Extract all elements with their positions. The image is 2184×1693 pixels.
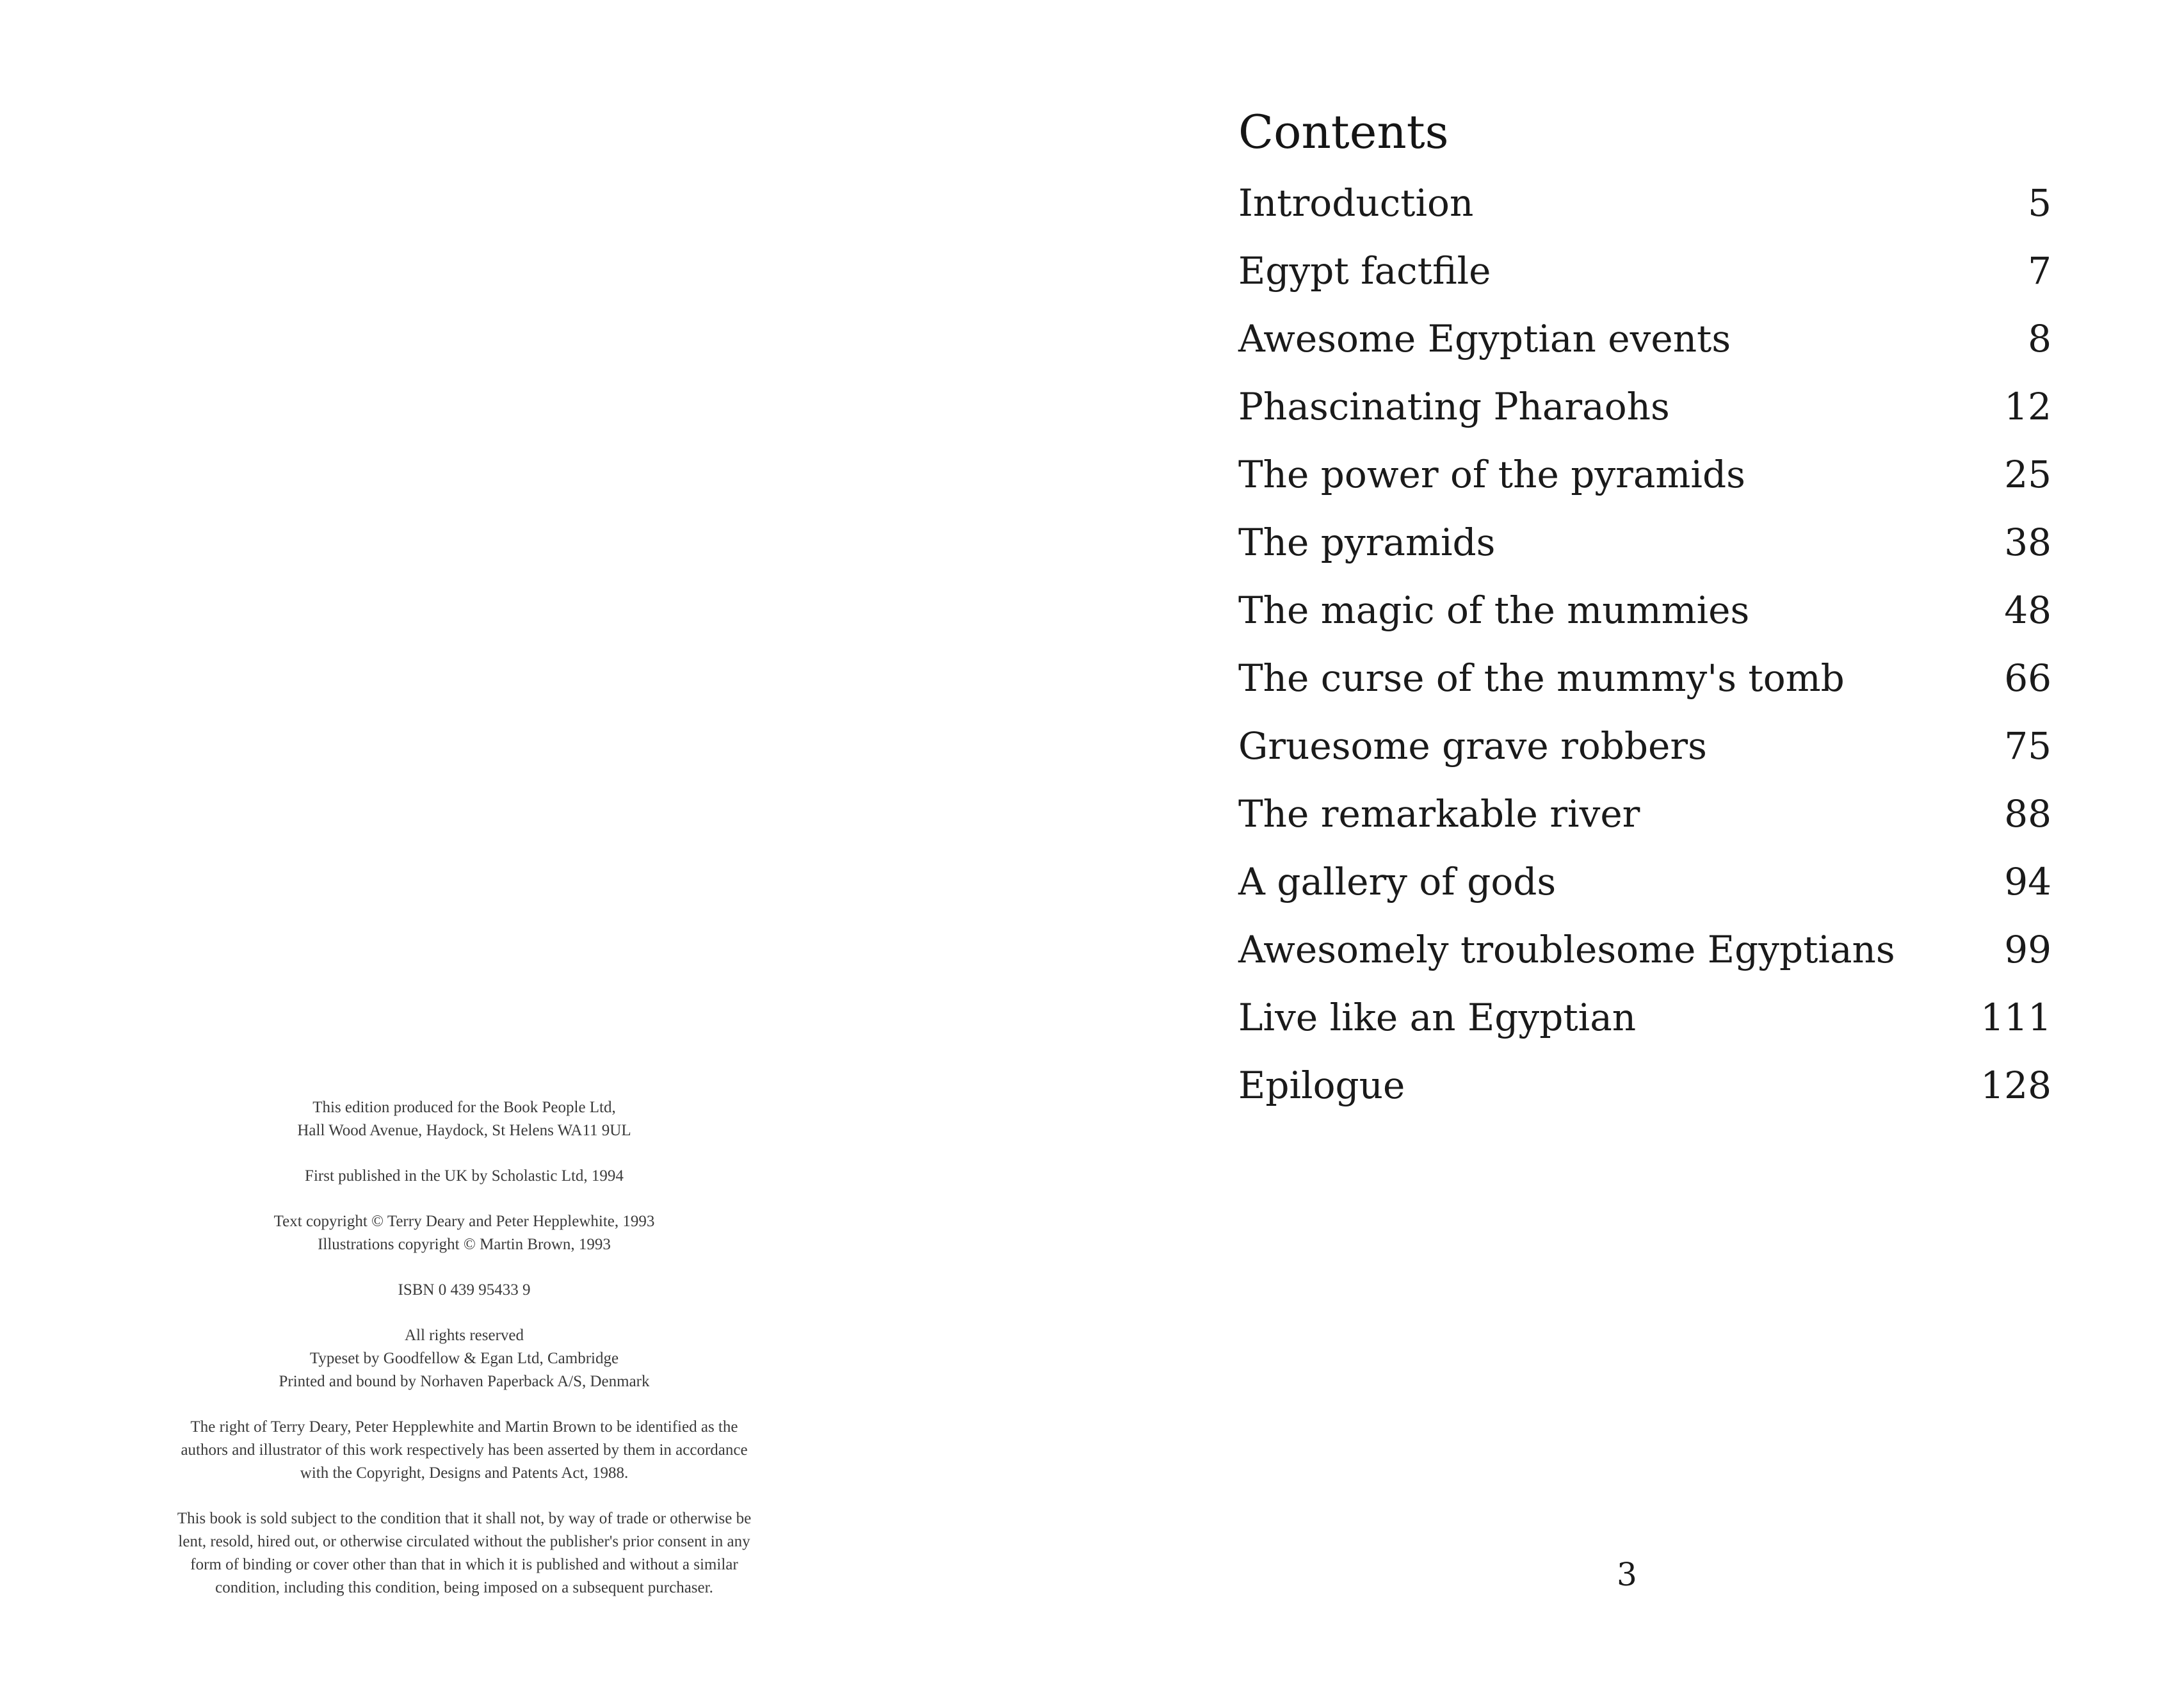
imprint-line: lent, resold, hired out, or otherwise circulated without the publisher's prior consent in any: [178, 1533, 750, 1550]
toc-item-page: 94: [2004, 860, 2051, 903]
imprint-line: with the Copyright, Designs and Patents Act, 1988.: [300, 1464, 629, 1482]
imprint-moral-rights: [128, 1416, 800, 1485]
imprint-line: First published in the UK by Scholastic Ltd, 1994: [305, 1167, 624, 1185]
imprint-line: Illustrations copyright © Martin Brown, 1993: [318, 1236, 611, 1253]
imprint-first-published: [128, 1165, 800, 1188]
toc-item-title: Epilogue: [1238, 1064, 1405, 1107]
imprint-conditions: [128, 1507, 800, 1600]
imprint-line: condition, including this condition, being imposed on a subsequent purchaser.: [215, 1579, 713, 1596]
contents-title: Contents: [1238, 105, 1449, 159]
toc-item-page: 75: [2004, 724, 2051, 768]
toc-item[interactable]: [1238, 1051, 2051, 1119]
toc-item[interactable]: [1238, 916, 2051, 984]
toc-item-page: 25: [2004, 453, 2051, 496]
imprint-line: form of binding or cover other than that in which it is published and without a similar: [190, 1556, 738, 1573]
toc-item-title: A gallery of gods: [1238, 860, 1557, 903]
toc-item[interactable]: [1238, 508, 2051, 576]
imprint-rights: [128, 1324, 800, 1393]
imprint-line: This book is sold subject to the condition that it shall not, by way of trade or otherwise be: [177, 1510, 752, 1527]
imprint-line: Hall Wood Avenue, Haydock, St Helens WA11 9UL: [297, 1122, 631, 1139]
toc-item-title: The magic of the mummies: [1238, 588, 1750, 632]
imprint-line: The right of Terry Deary, Peter Hepplewhite and Martin Brown to be identified as the: [190, 1418, 738, 1436]
toc-item-page: 38: [2004, 521, 2051, 564]
toc-item[interactable]: [1238, 984, 2051, 1051]
copyright-page: [0, 0, 1088, 1693]
contents-page: [1088, 0, 2184, 1693]
imprint-line: All rights reserved: [404, 1327, 524, 1344]
imprint-line: Typeset by Goodfellow & Egan Ltd, Cambridge: [309, 1350, 619, 1367]
imprint-publisher: [128, 1096, 800, 1142]
toc-item-title: Egypt factfile: [1238, 249, 1491, 293]
imprint-line: Text copyright © Terry Deary and Peter Hepplewhite, 1993: [273, 1213, 655, 1230]
toc-item-page: 12: [2004, 385, 2051, 428]
page-number: 3: [1617, 1556, 1637, 1593]
toc-item-title: The curse of the mummy's tomb: [1238, 656, 1845, 700]
toc-item-title: Gruesome grave robbers: [1238, 724, 1707, 768]
imprint-block: [128, 1096, 800, 1622]
toc-list: [1238, 169, 2051, 1119]
toc-item-title: Awesomely troublesome Egyptians: [1238, 928, 1895, 971]
toc-item[interactable]: [1238, 305, 2051, 373]
toc-item-page: 8: [2028, 317, 2051, 360]
imprint-line: This edition produced for the Book People Ltd,: [312, 1099, 616, 1116]
toc-item-page: 128: [1980, 1064, 2051, 1107]
toc-item[interactable]: [1238, 576, 2051, 644]
toc-item[interactable]: [1238, 848, 2051, 916]
toc-item-title: Introduction: [1238, 181, 1474, 225]
imprint-line: Printed and bound by Norhaven Paperback A/S, Denmark: [279, 1373, 650, 1390]
toc-item-page: 88: [2004, 792, 2051, 836]
toc-item-title: Live like an Egyptian: [1238, 996, 1637, 1039]
toc-item[interactable]: [1238, 169, 2051, 237]
toc-item-title: The pyramids: [1238, 521, 1496, 564]
table-of-contents: [1238, 101, 2051, 1119]
imprint-line: ISBN 0 439 95433 9: [398, 1281, 531, 1299]
toc-item[interactable]: [1238, 237, 2051, 305]
toc-item-title: The power of the pyramids: [1238, 453, 1745, 496]
toc-item[interactable]: [1238, 712, 2051, 780]
toc-item-page: 66: [2004, 656, 2051, 700]
toc-item[interactable]: [1238, 373, 2051, 441]
toc-item[interactable]: [1238, 780, 2051, 848]
toc-item-title: The remarkable river: [1238, 792, 1640, 836]
imprint-isbn: [128, 1279, 800, 1302]
toc-item-page: 48: [2004, 588, 2051, 632]
toc-item[interactable]: [1238, 441, 2051, 508]
toc-item-page: 111: [1980, 996, 2051, 1039]
toc-item-page: 5: [2028, 181, 2051, 225]
imprint-line: authors and illustrator of this work respectively has been asserted by them in accordance: [181, 1441, 748, 1459]
toc-item-page: 7: [2028, 249, 2051, 293]
toc-item-title: Awesome Egyptian events: [1238, 317, 1731, 360]
toc-item[interactable]: [1238, 644, 2051, 712]
imprint-copyright: [128, 1210, 800, 1256]
toc-item-page: 99: [2004, 928, 2051, 971]
toc-item-title: Phascinating Pharaohs: [1238, 385, 1670, 428]
